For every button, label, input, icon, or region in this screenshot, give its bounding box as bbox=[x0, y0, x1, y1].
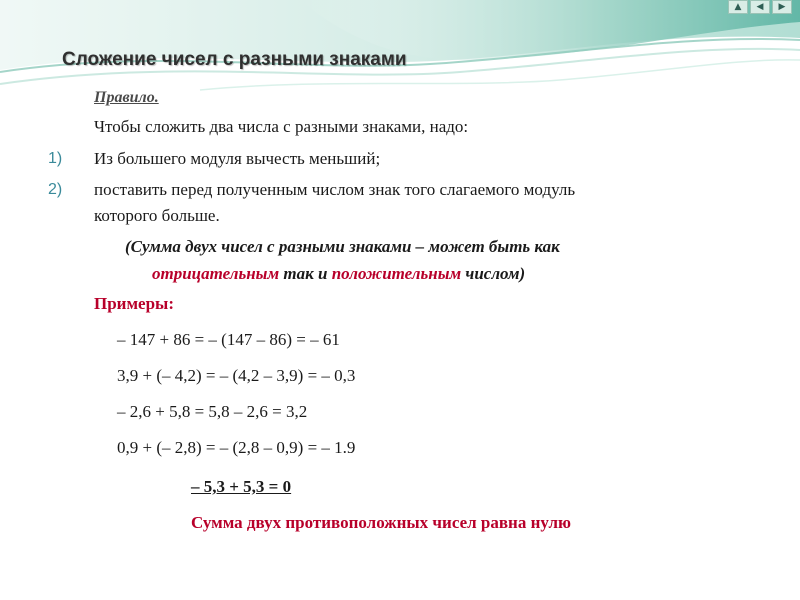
example: – 2,6 + 5,8 = 5,8 – 2,6 = 3,2 bbox=[117, 402, 308, 421]
example: – 147 + 86 = – (147 – 86) = – 61 bbox=[117, 330, 340, 349]
note-end: числом) bbox=[461, 264, 526, 283]
note-line-1: (Сумма двух чисел с разными знаками – может быть как bbox=[125, 237, 560, 256]
list-item-continuation: которого больше. bbox=[94, 206, 220, 225]
example: 0,9 + (– 2,8) = – (2,8 – 0,9) = – 1.9 bbox=[117, 438, 356, 457]
prev-arrow-icon[interactable]: ◀ bbox=[750, 0, 770, 14]
list-item: поставить перед полученным числом знак того слагаемого модуль bbox=[94, 180, 576, 199]
note-line-2 bbox=[152, 264, 525, 284]
note-middle: так и bbox=[279, 264, 332, 283]
slide-nav bbox=[728, 0, 792, 14]
example: 3,9 + (– 4,2) = – (4,2 – 3,9) = – 0,3 bbox=[117, 366, 356, 385]
note-positive: положительным bbox=[331, 264, 462, 283]
page-title: Сложение чисел с разными знаками bbox=[62, 49, 407, 70]
rule-intro: Чтобы сложить два числа с разными знаками, надо: bbox=[94, 117, 469, 136]
note-negative: отрицательным bbox=[152, 264, 280, 283]
rule-label: Правило. bbox=[94, 89, 159, 106]
home-icon[interactable]: ▲ bbox=[728, 0, 748, 14]
examples-label: Примеры: bbox=[94, 294, 174, 313]
list-number: 2) bbox=[48, 181, 63, 198]
next-arrow-icon[interactable]: ▶ bbox=[772, 0, 792, 14]
example-zero-sum: – 5,3 + 5,3 = 0 bbox=[191, 477, 292, 496]
conclusion: Сумма двух противоположных чисел равна нулю bbox=[191, 513, 571, 532]
list-item: Из большего модуля вычесть меньший; bbox=[94, 149, 381, 168]
list-number: 1) bbox=[48, 150, 63, 167]
